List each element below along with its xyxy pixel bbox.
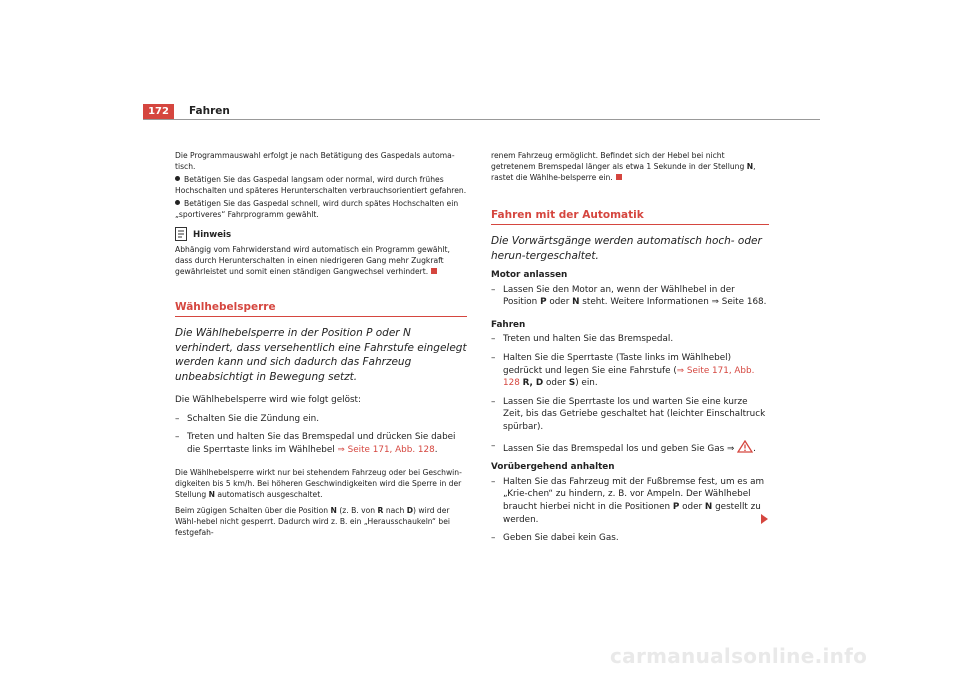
continued-text: renem Fahrzeug ermöglicht. Befindet sich der Hebel bei nicht getretenem Bremspedal länger als etwa 1 Sekunde in der Stellung N, rastet die Wählhe-belsperre ein. (491, 151, 756, 182)
left-column (175, 150, 467, 538)
step-item: – Lassen Sie das Bremspedal los und geben Sie Gas ⇒ . (491, 440, 756, 454)
step-item: – Geben Sie dabei kein Gas. (491, 533, 619, 544)
page-number: 172 (143, 104, 174, 120)
watermark: carmanualsonline.info (610, 644, 868, 668)
bullet-icon (175, 176, 180, 181)
warning-icon[interactable] (737, 440, 753, 453)
step-item: – Halten Sie die Sperrtaste (Taste links im Wählhebel) gedrückt und legen Sie eine Fahrstufe (⇒ Seite 171, Abb. 128 R, D oder S) ein. (491, 352, 755, 389)
note-text: Abhängig vom Fahrwiderstand wird automatisch ein Programm gewählt, dass durch Herunterschalten in einen niedrigeren Gang mehr Zugkraft gewährleistet und somit einen ständigen Gangwechsel verhindert. (175, 245, 450, 276)
end-mark-icon (431, 268, 437, 274)
section-title-waehlhebelsperre: Wählhebelsperre (175, 302, 467, 317)
page-link[interactable]: ⇒ Seite 171, Abb. 128 (337, 444, 435, 455)
right-column (491, 150, 769, 545)
bullet-icon (175, 200, 180, 205)
subheading-fahren: Fahren (491, 319, 526, 330)
next-page-arrow-icon[interactable] (761, 514, 768, 524)
step-item: – Lassen Sie den Motor an, wenn der Wählhebel in der Position P oder N steht. Weitere Informationen ⇒ Seite 168. (491, 284, 767, 308)
header-rule (143, 119, 820, 120)
note-header (175, 230, 467, 244)
note-title: Hinweis (193, 230, 232, 240)
subheading-anhalten: Vorübergehend anhalten (491, 462, 615, 473)
info-text: Beim zügigen Schalten über die Position N (z. B. von R nach D) wird der Wähl-hebel nicht gesperrt. Dadurch wird z. B. ein „Herausschaukeln“ bei festgefah- (175, 506, 451, 538)
step-item: – Treten und halten Sie das Bremspedal und drücken Sie dabei die Sperrtaste links im Wählhebel ⇒ Seite 171, Abb. 128. (175, 432, 456, 455)
lead-text: Die Wählhebelsperre wird wie folgt gelöst: (175, 395, 361, 405)
bullet-item: Betätigen Sie das Gaspedal schnell, wird durch spätes Hochschalten ein „sportiveres“ Fahrprogramm gewählt. (175, 199, 459, 219)
section-subtitle: Die Vorwärtsgänge werden automatisch hoch- oder herun-tergeschaltet. (491, 235, 762, 262)
section-title-automatik: Fahren mit der Automatik (491, 210, 769, 225)
end-mark-icon (616, 174, 622, 180)
step-item: – Treten und halten Sie das Bremspedal. (491, 334, 674, 345)
step-item: – Lassen Sie die Sperrtaste los und warten Sie eine kurze Zeit, bis das Getriebe geschaltet hat (leichter Einschaltruck spürbar). (491, 396, 766, 432)
subheading-motor: Motor anlassen (491, 270, 568, 280)
info-text: Die Wählhebelsperre wirkt nur bei stehendem Fahrzeug oder bei Geschwin-digkeiten bis 5 km/h. Bei höheren Geschwindigkeiten wird die Sperre in der Stellung N automatisch ausgeschaltet. (175, 468, 462, 500)
step-item: – Halten Sie das Fahrzeug mit der Fußbremse fest, um es am „Krie-chen“ zu hindern, z. B. vor Ampeln. Der Wählhebel braucht hierbei nicht in die Positionen P oder N gestellt zu werden. (491, 476, 765, 525)
intro-text: Die Programmauswahl erfolgt je nach Betätigung des Gaspedals automa-tisch. (175, 151, 455, 171)
step-item: – Schalten Sie die Zündung ein. (175, 413, 320, 424)
section-subtitle: Die Wählhebelsperre in der Position P oder N verhindert, dass versehentlich eine Fahrstufe eingelegt werden kann und sich dadurch das Fahrzeug unbeabsichtigt in Bewegung setzt. (175, 327, 467, 383)
note-icon (175, 227, 187, 241)
page-header (143, 104, 820, 120)
bullet-item: Betätigen Sie das Gaspedal langsam oder normal, wird durch frühes Hochschalten und späteres Herunterschalten verbrauchsorientiert gefahren. (175, 175, 467, 195)
page-link[interactable]: ⇒ Seite 171, Abb. 128 (503, 365, 755, 389)
chapter-title: Fahren (189, 105, 230, 117)
